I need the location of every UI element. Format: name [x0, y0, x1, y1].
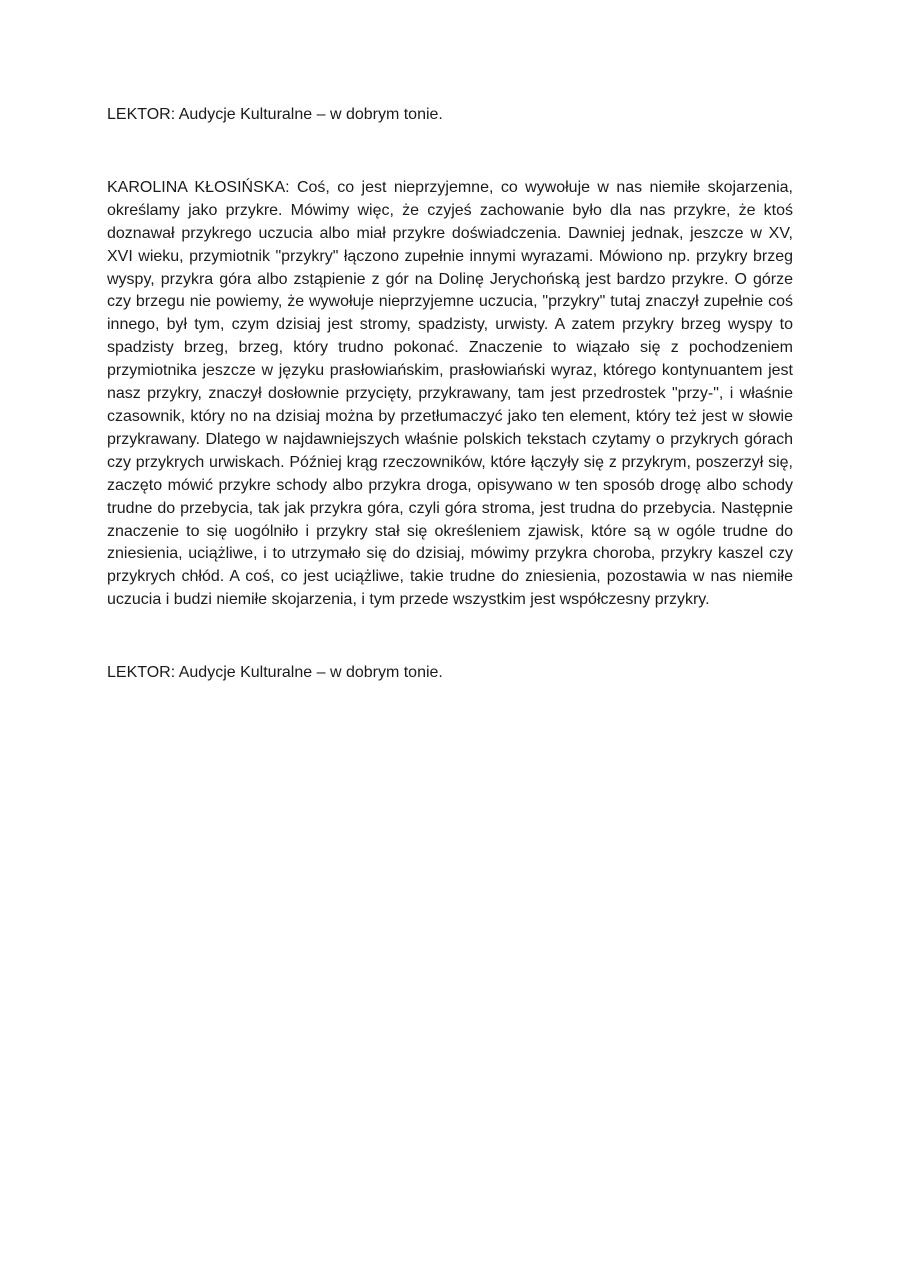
- lektor-outro-line: LEKTOR: Audycje Kulturalne – w dobrym tonie.: [107, 664, 443, 682]
- lektor-intro-line: LEKTOR: Audycje Kulturalne – w dobrym tonie.: [107, 106, 443, 123]
- speaker-paragraph: KAROLINA KŁOSIŃSKA: Coś, co jest nieprzyjemne, co wywołuje w nas niemiłe skojarzenia, określamy jako przykre. Mówimy więc, że czyjeś zachowanie było dla nas przykre, że ktoś doznawał przykrego uczucia albo miał przykre doświadczenia. Dawniej jednak, jeszcze w XV, XVI wieku, przymiotnik "przykry" łączono zupełnie innymi wyrazami. Mówiono np. przykry brzeg wyspy, przykra góra albo zstąpienie z gór na Dolinę Jerychońską jest bardzo przykre. O górze czy brzegu nie powiemy, że wywołuje nieprzyjemne uczucia, "przykry" tutaj znaczył zupełnie coś innego, był tym, czym dzisiaj jest stromy, spadzisty, urwisty. A zatem przykry brzeg wyspy to spadzisty brzeg, brzeg, który trudno pokonać. Znaczenie to wiązało się z pochodzeniem przymiotnika jeszcze w języku prasłowiańskim, prasłowiański wyraz, którego kontynuantem jest nasz przykry, znaczył dosłownie przycięty, przykrawany, tam jest przedrostek "przy-", i właśnie czasownik, który no na dzisiaj można by przetłumaczyć jako ten element, który też jest w słowie przykrawany. Dlatego w najdawniejszych właśnie polskich tekstach czytamy o przykrych górach czy przykrych urwiskach. Później krąg rzeczowników, które łączyły się z przykrym, poszerzył się, zaczęto mówić przykre schody albo przykra droga, opisywano w ten sposób drogę albo schody trudne do przebycia, tak jak przykra góra, czyli góra stroma, jest trudna do przebycia. Następnie znaczenie to się uogólniło i przykry stał się określeniem zjawisk, które są w ogóle trudne do zniesienia, uciążliwe, i to utrzymało się do dzisiaj, mówimy przykra choroba, przykry kaszel czy przykrych chłód. A coś, co jest uciążliwe, takie trudne do zniesienia, pozostawia w nas niemiłe uczucia i budzi niemiłe skojarzenia, i tym przede wszystkim jest współczesny przykry.: [107, 178, 793, 609]
